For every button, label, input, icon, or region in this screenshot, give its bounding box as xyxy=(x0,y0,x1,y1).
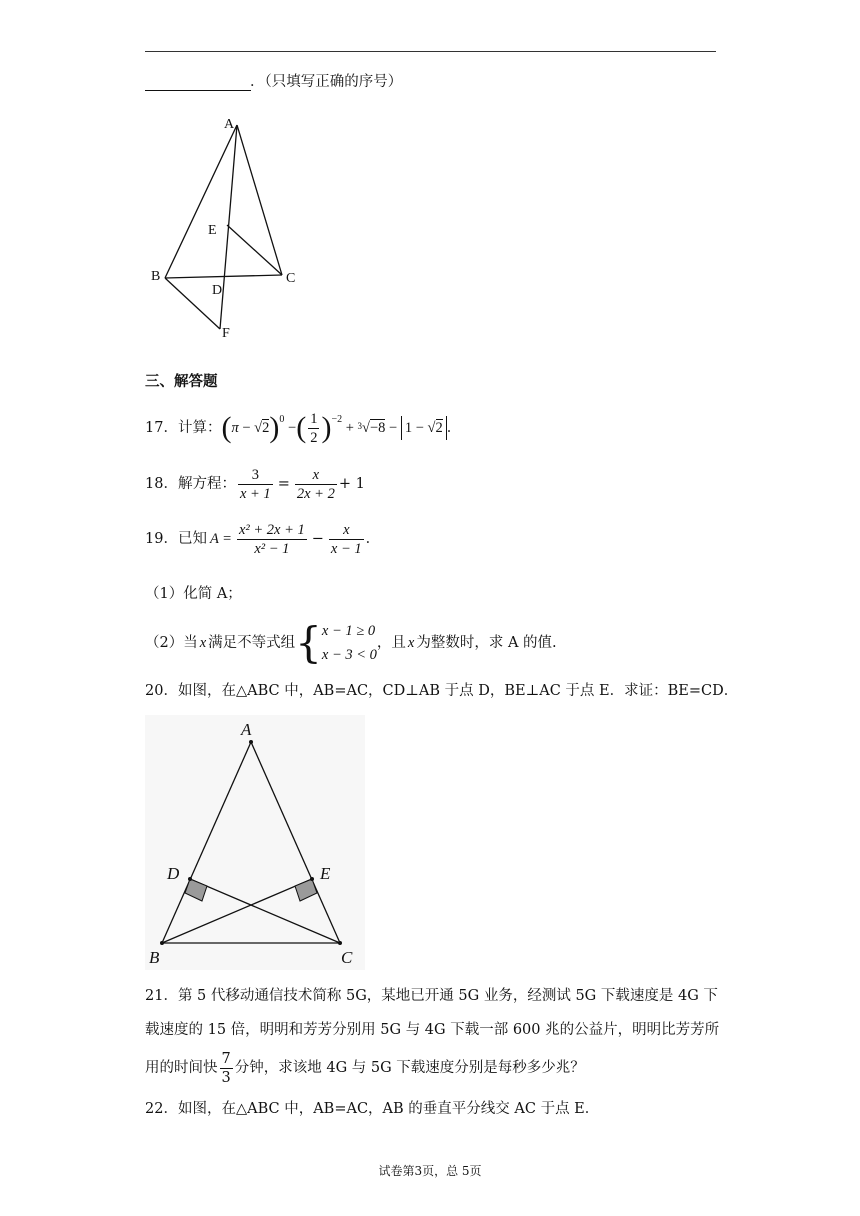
question-18: 18． 解方程： $\frac{3}{x + 1}$ = $\frac{x}{2x + 2}$ + 1 xyxy=(145,466,365,502)
q21-line-3: 用的时间快 $\frac{7}{3}$ 分钟，求该地 4G 与 5G 下载速度分别是每秒多少兆？ xyxy=(145,1050,585,1086)
q19-prefix: 已知 xyxy=(177,531,207,547)
segment-bc xyxy=(165,275,282,278)
q21-fraction: $\frac{7}{3}$ xyxy=(221,1050,231,1086)
q18-number: 18． xyxy=(145,476,178,492)
segment-ac xyxy=(237,125,282,275)
q19-lhs: A = xyxy=(209,531,232,547)
label-c: C xyxy=(341,948,353,967)
label-a: A xyxy=(224,117,235,132)
question-17 xyxy=(145,408,461,448)
figure-q16 xyxy=(140,110,310,345)
q21-line-2: 载速度的 15 倍，明明和芳芳分别用 5G 与 4G 下载一部 600 兆的公益片，明明比芳芳所 xyxy=(145,1022,720,1038)
label-c: C xyxy=(286,271,296,286)
label-d: D xyxy=(167,864,180,883)
inequality-system: x − 1 ≥ 0 x − 3 < 0 xyxy=(321,623,377,663)
label-e: E xyxy=(208,223,217,238)
label-b: B xyxy=(149,948,160,967)
q17-prefix: 计算： xyxy=(177,420,222,436)
q18-prefix: 解方程： xyxy=(177,476,236,492)
label-b: B xyxy=(151,269,161,284)
figure-q20 xyxy=(145,715,365,970)
q19-part1: （1）化简 A； xyxy=(145,586,242,602)
question-19: 19． 已知 A = $\frac{\text{x² + 2x + 1}}{\text{x² − 1}}$ − $\frac{x}{x - 1}$ ． xyxy=(145,521,381,557)
q17-expression: ( π − √2 ) $^0$ − ( $\frac{1}{2}$ ) $^{-2}$ + 3 √−8 − 1 − √2 ． xyxy=(221,410,462,446)
label-a: A xyxy=(241,720,252,739)
label-f: F xyxy=(222,326,230,341)
page-footer: 试卷第3页，总 5页 xyxy=(378,1164,482,1178)
section-title: 三、解答题 xyxy=(145,373,218,390)
q19-fraction-1: $\frac{\text{x² + 2x + 1}}{\text{x² − 1}}$ xyxy=(238,521,305,557)
q19-fraction-2: $\frac{x}{x - 1}$ xyxy=(330,521,362,557)
q18-rhs-fraction: $\frac{x}{2x + 2}$ xyxy=(296,466,335,502)
q19-part2: （2）当 x 满足不等式组 { x − 1 ≥ 0 x − 3 < 0 ，且 x 为整数时，求 A 的值. xyxy=(145,618,557,667)
answer-blank xyxy=(145,90,251,91)
question-20: 20．如图，在△ABC 中，AB=AC，CD⊥AB 于点 D，BE⊥AC 于点 E．求证：BE=CD． xyxy=(145,683,739,699)
q19-number: 19． xyxy=(145,531,178,547)
q17-number: 17． xyxy=(145,420,178,436)
label-d: D xyxy=(212,283,223,298)
question-22: 22．如图，在△ABC 中，AB=AC，AB 的垂直平分线交 AC 于点 E． xyxy=(145,1101,600,1117)
header-rule xyxy=(145,51,716,52)
label-e: E xyxy=(320,864,331,883)
q21-line-1: 21．第 5 代移动通信技术简称 5G，某地已开通 5G 业务，经测试 5G 下载速度是 4G 下 xyxy=(145,988,718,1004)
q18-tail: + 1 xyxy=(338,476,365,492)
segment-ec xyxy=(227,225,282,275)
q18-lhs-fraction: $\frac{3}{x + 1}$ xyxy=(239,466,271,502)
fill-instruction: ．（只填写正确的序号） xyxy=(250,74,403,90)
